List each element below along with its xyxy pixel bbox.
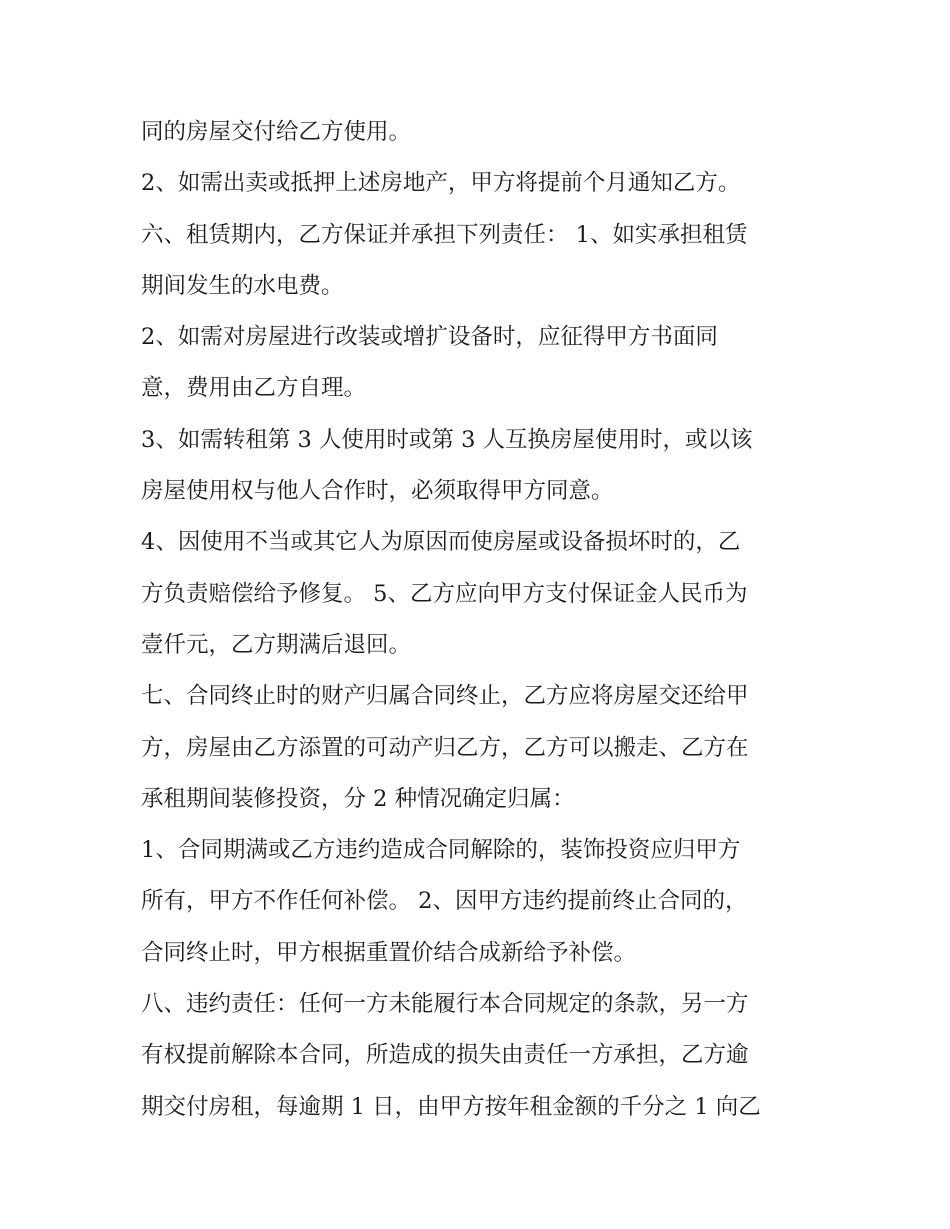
text-line: 有权提前解除本合同，所造成的损失由责任一方承担，乙方逾 <box>141 1042 749 1069</box>
text-line: 壹仟元，乙方期满后退回。 <box>141 631 412 658</box>
text-line: 1、合同期满或乙方违约造成合同解除的，装饰投资应归甲方 <box>141 837 741 864</box>
text-line: 合同终止时，甲方根据重置价结合成新给予补偿。 <box>141 939 637 966</box>
text-line: 六、租赁期内，乙方保证并承担下列责任： 1、如实承担租赁 <box>141 221 748 248</box>
text-line: 2、如需对房屋进行改装或增扩设备时，应征得甲方书面同 <box>141 324 718 351</box>
text-line: 3、如需转租第 3 人使用时或第 3 人互换房屋使用时，或以该 <box>141 426 753 453</box>
text-line: 意，费用由乙方自理。 <box>141 375 367 402</box>
text-line: 2、如需出卖或抵押上述房地产，甲方将提前个月通知乙方。 <box>141 170 741 197</box>
text-line: 期交付房租，每逾期 1 日，由甲方按年租金额的千分之 1 向乙 <box>141 1093 761 1120</box>
text-line: 所有，甲方不作任何补偿。 2、因甲方违约提前终止合同的， <box>141 888 748 915</box>
text-line: 同的房屋交付给乙方使用。 <box>141 119 412 145</box>
text-line: 承租期间装修投资，分 2 种情况确定归属： <box>141 785 575 812</box>
text-line: 期间发生的水电费。 <box>141 272 344 299</box>
contract-text-body <box>141 107 831 1133</box>
text-line: 七、合同终止时的财产归属合同终止，乙方应将房屋交还给甲 <box>141 683 749 710</box>
text-line: 八、违约责任：任何一方未能履行本合同规定的条款，另一方 <box>141 991 749 1018</box>
text-line: 方负责赔偿给予修复。 5、乙方应向甲方支付保证金人民币为 <box>141 580 748 607</box>
text-line: 4、因使用不当或其它人为原因而使房屋或设备损坏时的，乙 <box>141 529 741 556</box>
text-line: 方，房屋由乙方添置的可动产归乙方，乙方可以搬走、乙方在 <box>141 734 749 761</box>
text-line: 房屋使用权与他人合作时，必须取得甲方同意。 <box>141 478 614 505</box>
